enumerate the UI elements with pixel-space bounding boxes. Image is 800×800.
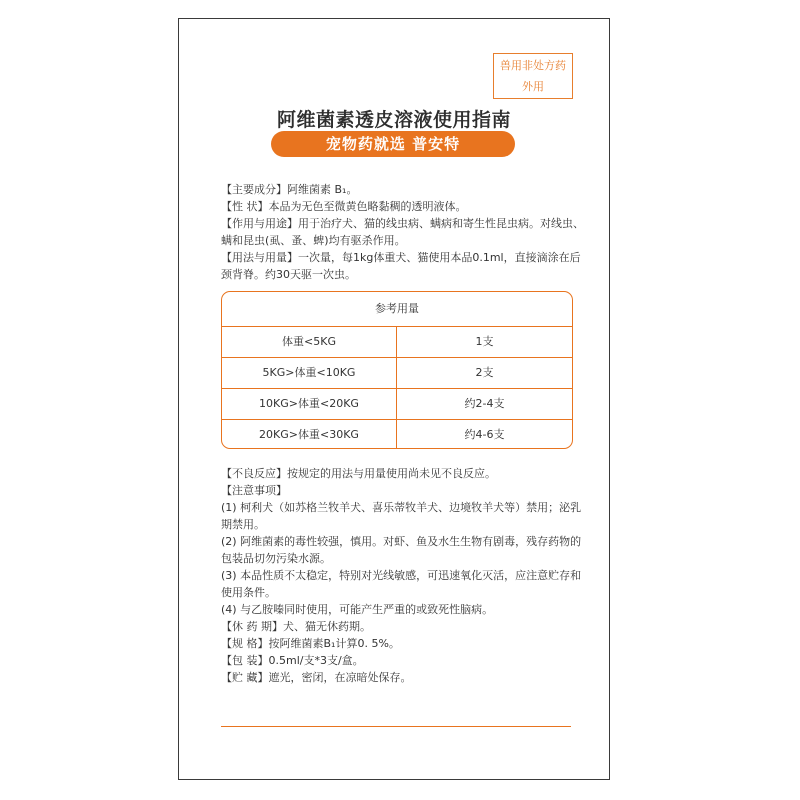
specification-line: 【规 格】按阿维菌素B₁计算0. 5%。 — [221, 637, 400, 650]
adverse-reaction-line: 【不良反应】按规定的用法与用量使用尚未见不良反应。 — [221, 467, 496, 480]
table-row — [222, 389, 572, 420]
amount-cell: 2支 — [475, 366, 494, 379]
weight-cell: 10KG>体重<20KG — [222, 389, 397, 419]
weight-cell: 5KG>体重<10KG — [222, 358, 397, 388]
property-line: 【性 状】本品为无色至微黄色略黏稠的透明液体。 — [221, 200, 467, 213]
amount-cell: 约4-6支 — [464, 428, 505, 441]
ingredient-line: 【主要成分】阿维菌素 B₁。 — [221, 183, 358, 196]
storage-line: 【贮 藏】遮光，密闭，在凉暗处保存。 — [221, 671, 412, 684]
dosage-table — [221, 291, 573, 449]
notes-section — [221, 465, 587, 686]
page-title: 阿维菌素透皮溶液使用指南 — [276, 109, 511, 131]
precautions-heading: 【注意事项】 — [221, 484, 287, 497]
slogan-banner: 宠物药就选 普安特 — [271, 131, 515, 157]
precaution-item: (1) 柯利犬（如苏格兰牧羊犬、喜乐蒂牧羊犬、边境牧羊犬等）禁用；泌乳期禁用。 — [221, 501, 582, 531]
amount-cell: 1支 — [475, 335, 494, 348]
package-line: 【包 装】0.5ml/支*3支/盒。 — [221, 654, 364, 667]
table-row — [222, 327, 572, 358]
weight-cell: 20KG>体重<30KG — [222, 420, 397, 449]
info-section — [221, 181, 587, 283]
precaution-item: (4) 与乙胺嗪同时使用，可能产生严重的或致死性脑病。 — [221, 603, 494, 616]
precaution-item: (3) 本品性质不太稳定，特别对光线敏感，可迅速氧化灭活，应注意贮存和使用条件。 — [221, 569, 582, 599]
instruction-card — [178, 18, 610, 780]
weight-cell: 体重<5KG — [222, 327, 397, 357]
dosage-method-line: 【用法与用量】一次量，每1kg体重犬、猫使用本品0.1ml，直接滴涂在后颈背脊。约30天驱一次虫。 — [221, 251, 581, 281]
amount-cell: 约2-4支 — [464, 397, 505, 410]
withdrawal-line: 【休 药 期】犬、猫无休药期。 — [221, 620, 371, 633]
precaution-item: (2) 阿维菌素的毒性较强，慎用。对虾、鱼及水生生物有剧毒，残存药物的包装品切勿污染水源。 — [221, 535, 582, 565]
otc-badge — [493, 53, 573, 99]
table-row — [222, 358, 572, 389]
bottom-divider — [221, 726, 571, 727]
dosage-table-header: 参考用量 — [222, 292, 572, 327]
external-use-label: 外用 — [522, 80, 544, 93]
usage-purpose-line: 【作用与用途】用于治疗犬、猫的线虫病、螨病和寄生性昆虫病。对线虫、螨和昆虫(虱、蚤、蜱)均有驱杀作用。 — [221, 217, 584, 247]
otc-label: 兽用非处方药 — [500, 59, 566, 72]
table-row — [222, 420, 572, 449]
